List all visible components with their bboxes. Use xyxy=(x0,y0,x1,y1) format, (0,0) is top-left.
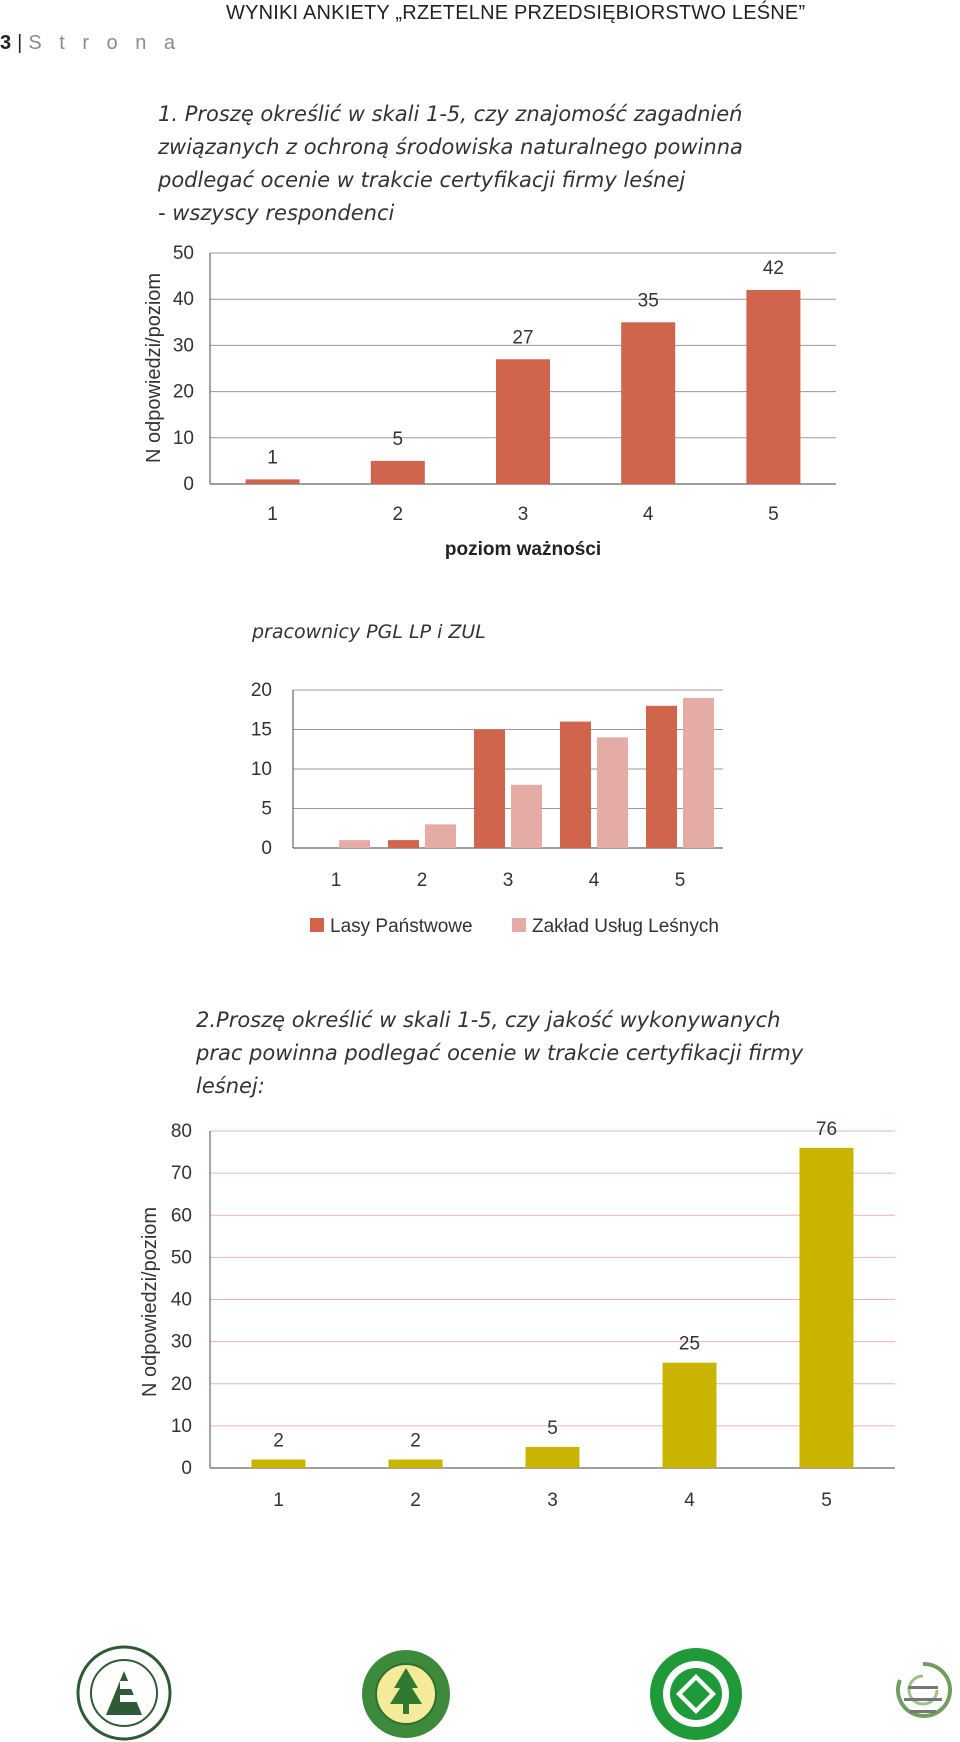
data-label: 42 xyxy=(762,257,784,279)
y-tick-label: 5 xyxy=(261,798,272,820)
question-1-subgroup-title: pracownicy PGL LP i ZUL xyxy=(252,621,486,643)
y-tick-label: 40 xyxy=(170,1289,192,1311)
page-number-value: 3 xyxy=(0,32,12,54)
x-tick-label: 5 xyxy=(821,1490,832,1511)
data-label: 5 xyxy=(392,428,404,450)
stowarzyszenie-logo xyxy=(360,1648,452,1740)
y-tick-label: 20 xyxy=(170,1373,192,1395)
y-tick-label: 10 xyxy=(172,427,194,449)
sggw-logo xyxy=(648,1646,744,1742)
legend-label: Lasy Państwowe xyxy=(330,916,473,937)
bar xyxy=(663,1363,717,1468)
x-tick-label: 5 xyxy=(768,504,779,525)
data-label: 5 xyxy=(547,1417,558,1439)
data-label: 25 xyxy=(678,1333,701,1355)
x-tick-label: 2 xyxy=(392,504,404,525)
y-tick-label: 30 xyxy=(170,1331,192,1353)
rzetelne-przedsiebiorstwo-logo xyxy=(890,1658,956,1738)
y-tick-label: 0 xyxy=(183,474,194,495)
y-tick-label: 30 xyxy=(172,335,194,357)
x-tick-label: 4 xyxy=(684,1490,695,1511)
x-tick-label: 3 xyxy=(502,870,514,891)
data-label: 76 xyxy=(815,1118,838,1140)
bar xyxy=(800,1148,854,1468)
data-label: 35 xyxy=(637,290,659,312)
x-tick-label: 5 xyxy=(674,870,686,891)
data-label: 27 xyxy=(512,327,534,349)
data-label: 2 xyxy=(410,1430,421,1452)
data-label: 2 xyxy=(273,1430,284,1452)
page-word: S t r o n a xyxy=(28,32,182,54)
data-label: 1 xyxy=(267,447,278,469)
y-tick-label: 40 xyxy=(172,289,194,311)
y-axis-title: N odpowiedzi/poziom xyxy=(139,1206,161,1398)
legend-label: Zakład Usług Leśnych xyxy=(532,916,719,937)
y-tick-label: 10 xyxy=(170,1415,192,1437)
y-tick-label: 70 xyxy=(170,1163,192,1185)
lasy-panstwowe-logo xyxy=(76,1645,172,1741)
x-tick-label: 3 xyxy=(547,1490,558,1511)
x-tick-label: 1 xyxy=(267,504,278,525)
bar xyxy=(252,1460,306,1468)
x-axis-title: poziom ważności xyxy=(444,539,602,560)
x-tick-label: 2 xyxy=(416,870,428,891)
bar xyxy=(526,1447,580,1468)
y-tick-label: 80 xyxy=(170,1121,192,1142)
x-tick-label: 4 xyxy=(588,870,600,891)
x-tick-label: 2 xyxy=(410,1490,421,1511)
y-tick-label: 15 xyxy=(250,719,272,741)
x-tick-label: 4 xyxy=(642,504,654,525)
y-tick-label: 50 xyxy=(170,1247,192,1269)
question-2-title: 2.Proszę określić w skali 1-5, czy jakość wykonywanych prac powinna podlegać ocenie w trakcie certyfikacji firmy leśnej: xyxy=(196,1008,804,1098)
document-title: WYNIKI ANKIETY „RZETELNE PRZEDSIĘBIORSTWO LEŚNE” xyxy=(226,2,806,24)
y-tick-label: 10 xyxy=(250,759,272,780)
page-number: 3 | S t r o n a xyxy=(0,32,182,54)
x-tick-label: 3 xyxy=(517,504,529,525)
y-tick-label: 0 xyxy=(181,1458,192,1479)
y-tick-label: 20 xyxy=(172,381,194,403)
y-tick-label: 0 xyxy=(261,838,272,859)
x-tick-label: 1 xyxy=(273,1490,284,1511)
x-tick-label: 1 xyxy=(330,870,342,891)
y-tick-label: 50 xyxy=(172,243,194,264)
bar xyxy=(389,1460,443,1468)
question-1-title: 1. Proszę określić w skali 1-5, czy znajomość zagadnień związanych z ochroną środowiska naturalnego powinna podlegać ocenie w trakcie certyfikacji firmy leśnej - wszyscy respondenci xyxy=(158,102,743,225)
y-axis-title: N odpowiedzi/poziom xyxy=(143,272,165,464)
y-tick-label: 60 xyxy=(170,1205,192,1227)
y-tick-label: 20 xyxy=(250,680,272,701)
